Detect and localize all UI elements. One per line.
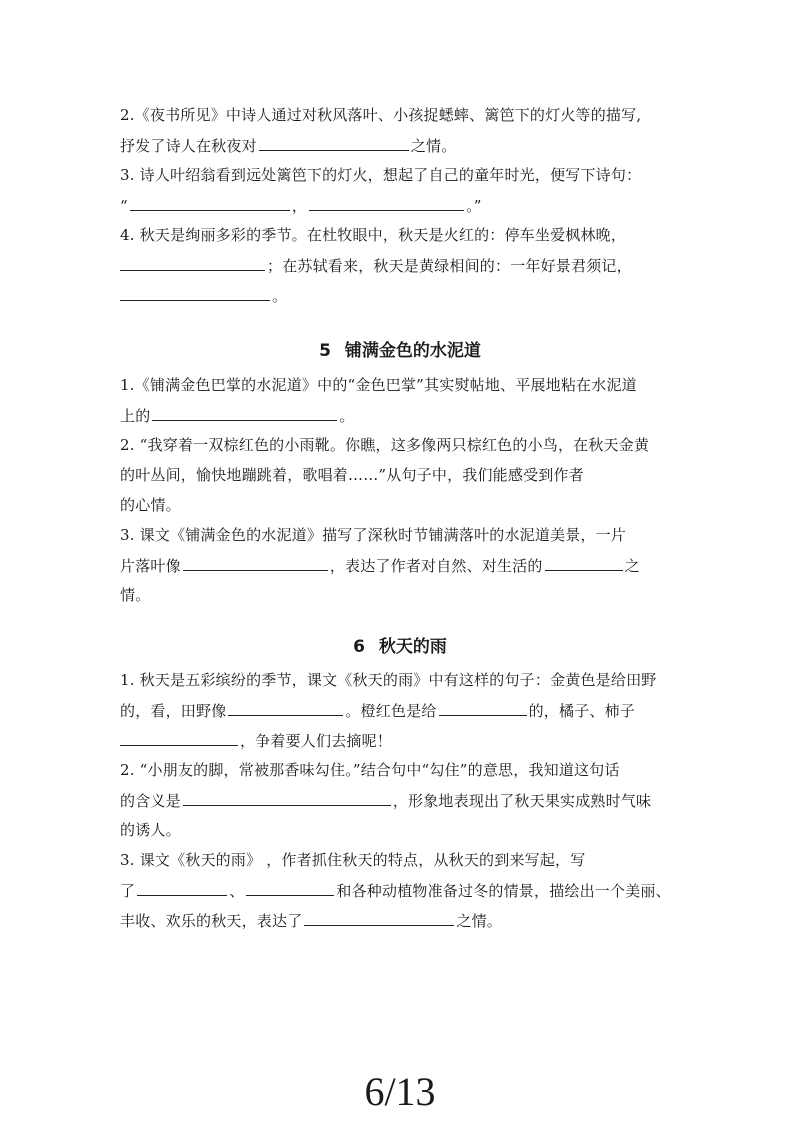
s6-q3-blank-1[interactable] xyxy=(137,880,227,896)
s6-q3-blank-3[interactable] xyxy=(304,910,454,926)
s6-q2-line1: 2. “小朋友的脚，常被那香味勾住。”结合句中“勾住”的意思，我知道这句话 xyxy=(120,761,620,779)
section-6-title: 6 秋天的雨 xyxy=(353,637,447,657)
s6-q1-blank-2[interactable] xyxy=(439,700,527,716)
s6-q1-blank-3[interactable] xyxy=(120,730,238,746)
s6-q1-line3: ，争着要人们去摘呢！ xyxy=(120,730,690,751)
s6-q3-blank-2[interactable] xyxy=(246,880,334,896)
s6-q1-line1: 1. 秋天是五彩缤纷的季节，课文《秋天的雨》中有这样的句子：金黄色是给田野 xyxy=(120,671,657,689)
s5-q1-blank[interactable] xyxy=(152,405,337,421)
s4-q2-line2: 抒发了诗人在秋夜对 之情。 xyxy=(120,137,457,155)
s6-q3-line2: 了 、 和各种动植物准备过冬的情景，描绘出一个美丽、 xyxy=(120,882,671,900)
s5-q2-line3: 的心情。 xyxy=(120,496,181,514)
s4-q4-blank-1[interactable] xyxy=(120,255,265,271)
s6-q1-line2: 的，看，田野像 。橙红色是给 的，橘子、柿子 xyxy=(120,702,636,720)
s5-q1-line1: 1.《铺满金色巴掌的水泥道》中的“金色巴掌”其实熨帖地、平展地粘在水泥道 xyxy=(120,376,637,394)
s4-q4-line1: 4. 秋天是绚丽多彩的季节。在杜牧眼中，秋天是火红的：停车坐爱枫林晚， xyxy=(120,226,627,244)
section-5-title: 5 铺满金色的水泥道 xyxy=(319,341,481,361)
s5-q3-blank-2[interactable] xyxy=(545,555,623,571)
s5-q2-line2: 的叶丛间，愉快地蹦跳着，歌唱着……”从句子中，我们能感受到作者 xyxy=(120,466,584,484)
s4-q3-line1: 3. 诗人叶绍翁看到远处篱笆下的灯火，想起了自己的童年时光，便写下诗句： xyxy=(120,166,642,184)
s6-q2-line3: 的诱人。 xyxy=(120,821,181,839)
s4-q3-line2: “ ， 。” xyxy=(120,197,482,215)
s6-q2-blank[interactable] xyxy=(183,790,391,806)
s4-q2-line1: 2.《夜书所见》中诗人通过对秋风落叶、小孩捉蟋蟀、篱笆下的灯火等的描写, xyxy=(120,106,642,124)
page-number: 6/13 xyxy=(364,1069,436,1114)
s6-q3-line1: 3. 课文《秋天的雨》 ，作者抓住秋天的特点，从秋天的到来写起，写 xyxy=(120,851,586,869)
s4-q4-line2: ；在苏轼看来，秋天是黄绿相间的：一年好景君须记， xyxy=(120,255,690,276)
s4-q3-blank-1[interactable] xyxy=(130,195,290,211)
s4-q4-blank-2[interactable] xyxy=(120,285,270,301)
s5-q3-line2: 片落叶像 ，表达了作者对自然、对生活的 之 xyxy=(120,557,640,575)
s5-q3-blank-1[interactable] xyxy=(183,555,328,571)
s6-q2-line2: 的含义是 ，形象地表现出了秋天果实成熟时气味 xyxy=(120,792,652,810)
s5-q1-line2: 上的 。 xyxy=(120,407,355,425)
s5-q3-line3: 情。 xyxy=(120,586,151,604)
s5-q2-line1: 2. “我穿着一双棕红色的小雨靴。你瞧，这多像两只棕红色的小鸟，在秋天金黄 xyxy=(120,436,650,454)
s5-q3-line1: 3. 课文《铺满金色的水泥道》描写了深秋时节铺满落叶的水泥道美景，一片 xyxy=(120,526,627,544)
s4-q3-blank-2[interactable] xyxy=(309,195,464,211)
s6-q3-line3: 丰收、欢乐的秋天，表达了 之情。 xyxy=(120,912,503,930)
s4-q2-blank[interactable] xyxy=(259,135,409,151)
s4-q4-line3: 。 xyxy=(120,285,690,306)
s6-q1-blank-1[interactable] xyxy=(228,700,343,716)
